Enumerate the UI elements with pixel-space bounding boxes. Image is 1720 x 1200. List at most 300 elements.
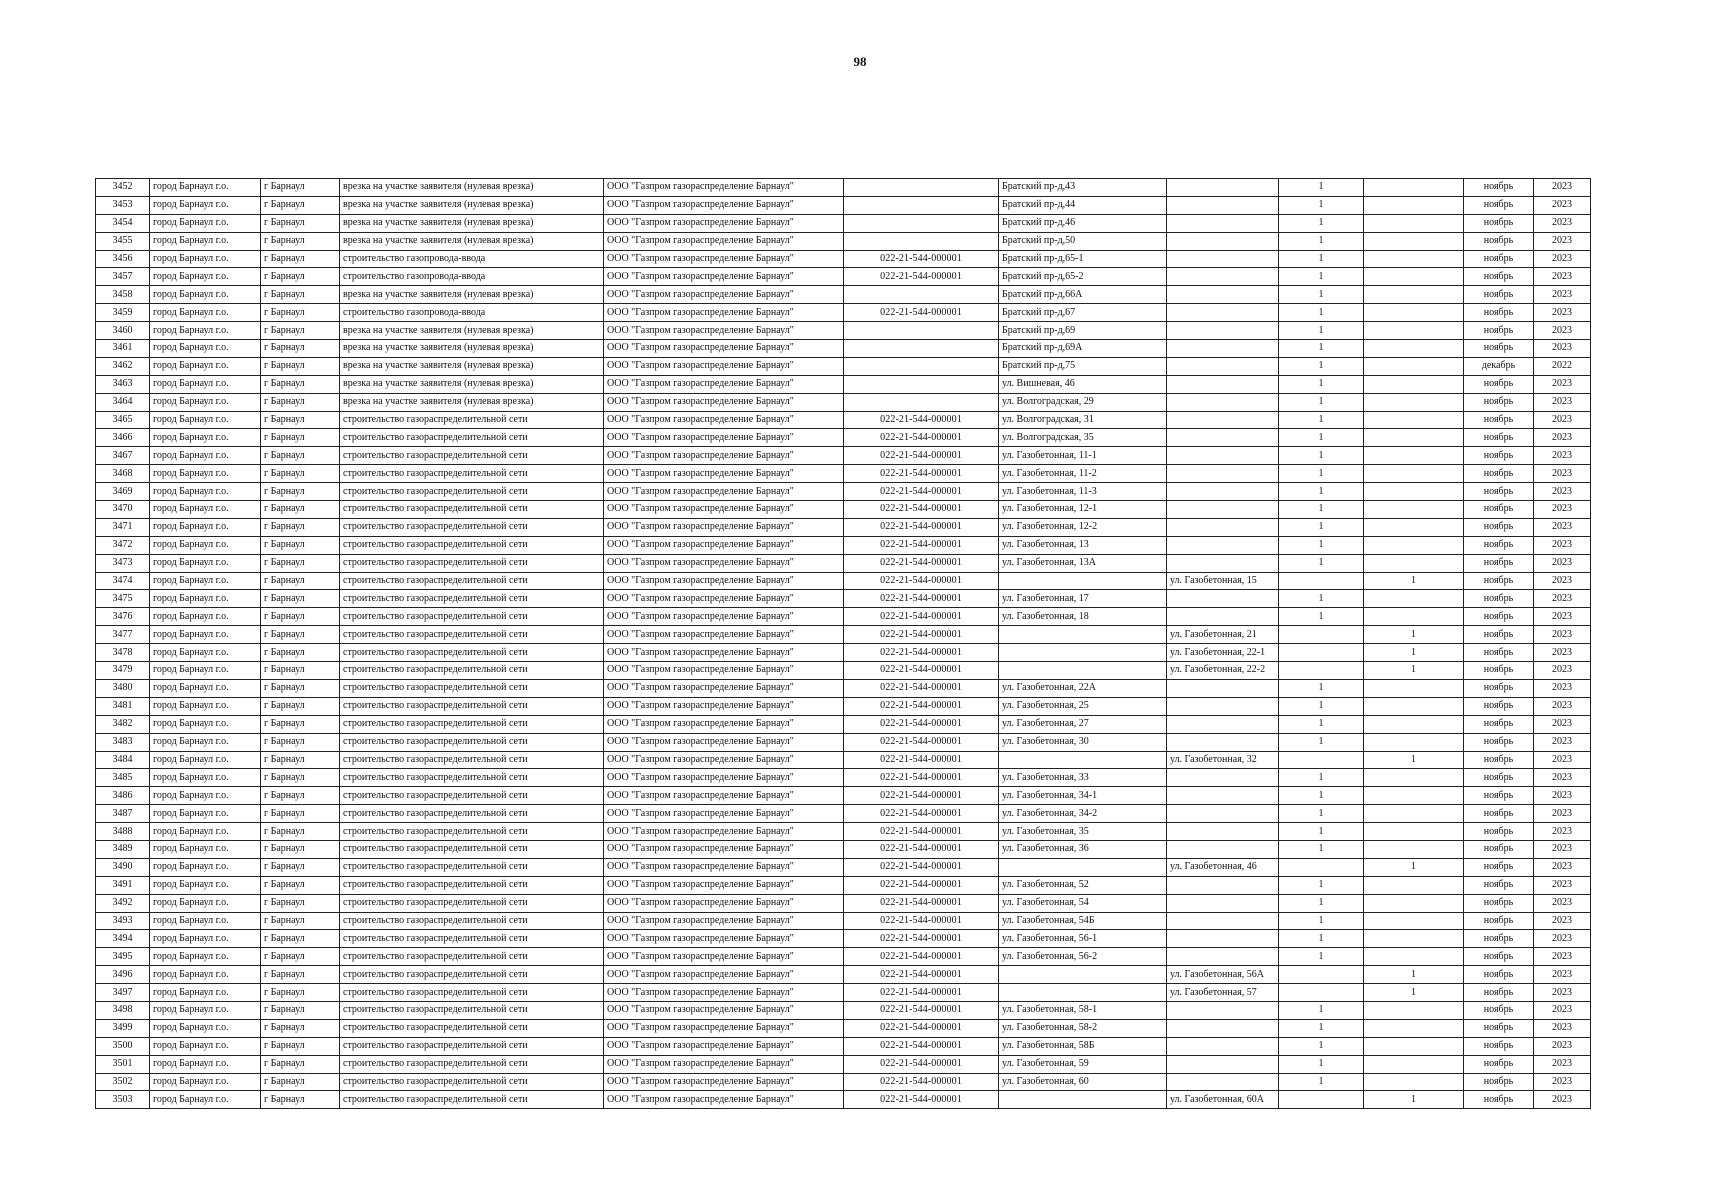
address-cell: ул. Газобетонная, 17 <box>999 590 1167 608</box>
pipeline-number-cell <box>844 393 999 411</box>
year-cell: 2023 <box>1534 644 1591 662</box>
settlement-cell: г Барнаул <box>261 340 340 358</box>
row-number-cell: 3470 <box>96 501 150 519</box>
address-cell: Братский пр-д,66А <box>999 286 1167 304</box>
organization-cell: ООО "Газпром газораспределение Барнаул" <box>604 590 844 608</box>
year-cell: 2023 <box>1534 1055 1591 1073</box>
year-cell: 2023 <box>1534 1001 1591 1019</box>
organization-cell: ООО "Газпром газораспределение Барнаул" <box>604 984 844 1002</box>
quantity-b-cell <box>1364 357 1464 375</box>
year-cell: 2023 <box>1534 930 1591 948</box>
settlement-cell: г Барнаул <box>261 626 340 644</box>
table-row <box>96 805 1591 823</box>
quantity-b-cell: 1 <box>1364 626 1464 644</box>
municipality-cell: город Барнаул г.о. <box>150 787 261 805</box>
pipeline-number-cell: 022-21-544-000001 <box>844 840 999 858</box>
row-number-cell: 3498 <box>96 1001 150 1019</box>
settlement-cell: г Барнаул <box>261 501 340 519</box>
address-cell: ул. Газобетонная, 34-1 <box>999 787 1167 805</box>
quantity-b-cell <box>1364 930 1464 948</box>
work-type-cell: строительство газораспределительной сети <box>340 769 604 787</box>
year-cell: 2023 <box>1534 340 1591 358</box>
month-cell: ноябрь <box>1464 250 1534 268</box>
quantity-a-cell: 1 <box>1279 787 1364 805</box>
settlement-cell: г Барнаул <box>261 572 340 590</box>
address-cell: ул. Газобетонная, 27 <box>999 715 1167 733</box>
address-cell: ул. Волгоградская, 29 <box>999 393 1167 411</box>
quantity-a-cell: 1 <box>1279 1037 1364 1055</box>
row-number-cell: 3453 <box>96 196 150 214</box>
pipeline-number-cell: 022-21-544-000001 <box>844 501 999 519</box>
alt-address-cell <box>1167 429 1279 447</box>
table-row <box>96 572 1591 590</box>
month-cell: ноябрь <box>1464 393 1534 411</box>
municipality-cell: город Барнаул г.о. <box>150 1055 261 1073</box>
settlement-cell: г Барнаул <box>261 250 340 268</box>
quantity-b-cell <box>1364 1055 1464 1073</box>
municipality-cell: город Барнаул г.о. <box>150 590 261 608</box>
month-cell: ноябрь <box>1464 823 1534 841</box>
organization-cell: ООО "Газпром газораспределение Барнаул" <box>604 966 844 984</box>
quantity-b-cell: 1 <box>1364 572 1464 590</box>
month-cell: ноябрь <box>1464 1019 1534 1037</box>
address-cell <box>999 572 1167 590</box>
quantity-b-cell <box>1364 697 1464 715</box>
quantity-b-cell <box>1364 322 1464 340</box>
municipality-cell: город Барнаул г.о. <box>150 554 261 572</box>
row-number-cell: 3487 <box>96 805 150 823</box>
pipeline-number-cell: 022-21-544-000001 <box>844 590 999 608</box>
quantity-b-cell <box>1364 465 1464 483</box>
row-number-cell: 3473 <box>96 554 150 572</box>
pipeline-number-cell: 022-21-544-000001 <box>844 715 999 733</box>
year-cell: 2023 <box>1534 840 1591 858</box>
settlement-cell: г Барнаул <box>261 823 340 841</box>
alt-address-cell <box>1167 554 1279 572</box>
pipeline-number-cell: 022-21-544-000001 <box>844 805 999 823</box>
month-cell: ноябрь <box>1464 536 1534 554</box>
row-number-cell: 3476 <box>96 608 150 626</box>
quantity-b-cell <box>1364 447 1464 465</box>
row-number-cell: 3496 <box>96 966 150 984</box>
organization-cell: ООО "Газпром газораспределение Барнаул" <box>604 232 844 250</box>
municipality-cell: город Барнаул г.о. <box>150 518 261 536</box>
table-row <box>96 930 1591 948</box>
quantity-b-cell <box>1364 483 1464 501</box>
alt-address-cell <box>1167 286 1279 304</box>
alt-address-cell: ул. Газобетонная, 32 <box>1167 751 1279 769</box>
month-cell: ноябрь <box>1464 769 1534 787</box>
address-cell: ул. Газобетонная, 36 <box>999 840 1167 858</box>
alt-address-cell <box>1167 179 1279 197</box>
municipality-cell: город Барнаул г.о. <box>150 966 261 984</box>
table-row <box>96 644 1591 662</box>
quantity-b-cell <box>1364 608 1464 626</box>
quantity-a-cell: 1 <box>1279 876 1364 894</box>
work-type-cell: строительство газораспределительной сети <box>340 501 604 519</box>
table-row <box>96 214 1591 232</box>
municipality-cell: город Барнаул г.о. <box>150 1019 261 1037</box>
work-type-cell: врезка на участке заявителя (нулевая врезка) <box>340 214 604 232</box>
municipality-cell: город Барнаул г.о. <box>150 644 261 662</box>
year-cell: 2023 <box>1534 501 1591 519</box>
quantity-a-cell: 1 <box>1279 554 1364 572</box>
month-cell: ноябрь <box>1464 1055 1534 1073</box>
row-number-cell: 3454 <box>96 214 150 232</box>
settlement-cell: г Барнаул <box>261 214 340 232</box>
municipality-cell: город Барнаул г.о. <box>150 340 261 358</box>
quantity-b-cell <box>1364 411 1464 429</box>
pipeline-number-cell <box>844 214 999 232</box>
quantity-a-cell: 1 <box>1279 483 1364 501</box>
registry-table <box>95 178 1591 1109</box>
row-number-cell: 3500 <box>96 1037 150 1055</box>
quantity-a-cell: 1 <box>1279 679 1364 697</box>
row-number-cell: 3452 <box>96 179 150 197</box>
month-cell: ноябрь <box>1464 733 1534 751</box>
address-cell: Братский пр-д,65-1 <box>999 250 1167 268</box>
settlement-cell: г Барнаул <box>261 554 340 572</box>
settlement-cell: г Барнаул <box>261 1091 340 1109</box>
municipality-cell: город Барнаул г.о. <box>150 733 261 751</box>
year-cell: 2023 <box>1534 232 1591 250</box>
pipeline-number-cell: 022-21-544-000001 <box>844 483 999 501</box>
month-cell: ноябрь <box>1464 411 1534 429</box>
quantity-a-cell: 1 <box>1279 447 1364 465</box>
month-cell: ноябрь <box>1464 662 1534 680</box>
quantity-a-cell <box>1279 966 1364 984</box>
organization-cell: ООО "Газпром газораспределение Барнаул" <box>604 912 844 930</box>
table-row <box>96 447 1591 465</box>
month-cell: декабрь <box>1464 357 1534 375</box>
row-number-cell: 3471 <box>96 518 150 536</box>
address-cell: ул. Газобетонная, 11-1 <box>999 447 1167 465</box>
quantity-a-cell <box>1279 751 1364 769</box>
settlement-cell: г Барнаул <box>261 805 340 823</box>
alt-address-cell <box>1167 876 1279 894</box>
table-row <box>96 858 1591 876</box>
quantity-b-cell <box>1364 769 1464 787</box>
month-cell: ноябрь <box>1464 858 1534 876</box>
address-cell: ул. Газобетонная, 58Б <box>999 1037 1167 1055</box>
row-number-cell: 3497 <box>96 984 150 1002</box>
pipeline-number-cell: 022-21-544-000001 <box>844 912 999 930</box>
pipeline-number-cell <box>844 322 999 340</box>
row-number-cell: 3468 <box>96 465 150 483</box>
month-cell: ноябрь <box>1464 644 1534 662</box>
address-cell <box>999 626 1167 644</box>
pipeline-number-cell: 022-21-544-000001 <box>844 787 999 805</box>
work-type-cell: строительство газораспределительной сети <box>340 823 604 841</box>
table-row <box>96 894 1591 912</box>
alt-address-cell <box>1167 393 1279 411</box>
organization-cell: ООО "Газпром газораспределение Барнаул" <box>604 840 844 858</box>
table-row <box>96 232 1591 250</box>
municipality-cell: город Барнаул г.о. <box>150 1037 261 1055</box>
address-cell: ул. Волгоградская, 35 <box>999 429 1167 447</box>
page-number: 98 <box>853 54 867 69</box>
month-cell: ноябрь <box>1464 697 1534 715</box>
settlement-cell: г Барнаул <box>261 876 340 894</box>
quantity-b-cell <box>1364 518 1464 536</box>
work-type-cell: строительство газораспределительной сети <box>340 1055 604 1073</box>
organization-cell: ООО "Газпром газораспределение Барнаул" <box>604 787 844 805</box>
pipeline-number-cell: 022-21-544-000001 <box>844 518 999 536</box>
table-row <box>96 322 1591 340</box>
work-type-cell: строительство газораспределительной сети <box>340 1091 604 1109</box>
year-cell: 2023 <box>1534 715 1591 733</box>
settlement-cell: г Барнаул <box>261 590 340 608</box>
table-row <box>96 733 1591 751</box>
pipeline-number-cell: 022-21-544-000001 <box>844 304 999 322</box>
address-cell: ул. Газобетонная, 12-1 <box>999 501 1167 519</box>
alt-address-cell <box>1167 268 1279 286</box>
work-type-cell: строительство газопровода-ввода <box>340 250 604 268</box>
table-row <box>96 465 1591 483</box>
alt-address-cell <box>1167 322 1279 340</box>
organization-cell: ООО "Газпром газораспределение Барнаул" <box>604 626 844 644</box>
quantity-a-cell: 1 <box>1279 840 1364 858</box>
settlement-cell: г Барнаул <box>261 393 340 411</box>
address-cell: ул. Газобетонная, 56-2 <box>999 948 1167 966</box>
row-number-cell: 3490 <box>96 858 150 876</box>
month-cell: ноябрь <box>1464 518 1534 536</box>
address-cell: ул. Газобетонная, 52 <box>999 876 1167 894</box>
work-type-cell: строительство газораспределительной сети <box>340 948 604 966</box>
organization-cell: ООО "Газпром газораспределение Барнаул" <box>604 805 844 823</box>
work-type-cell: строительство газораспределительной сети <box>340 590 604 608</box>
pipeline-number-cell: 022-21-544-000001 <box>844 1091 999 1109</box>
quantity-a-cell: 1 <box>1279 1001 1364 1019</box>
row-number-cell: 3494 <box>96 930 150 948</box>
quantity-b-cell <box>1364 876 1464 894</box>
address-cell: ул. Газобетонная, 22А <box>999 679 1167 697</box>
quantity-b-cell <box>1364 894 1464 912</box>
quantity-a-cell: 1 <box>1279 912 1364 930</box>
table-row <box>96 984 1591 1002</box>
row-number-cell: 3466 <box>96 429 150 447</box>
address-cell <box>999 984 1167 1002</box>
settlement-cell: г Барнаул <box>261 232 340 250</box>
organization-cell: ООО "Газпром газораспределение Барнаул" <box>604 304 844 322</box>
month-cell: ноябрь <box>1464 447 1534 465</box>
municipality-cell: город Барнаул г.о. <box>150 214 261 232</box>
pipeline-number-cell: 022-21-544-000001 <box>844 876 999 894</box>
row-number-cell: 3455 <box>96 232 150 250</box>
organization-cell: ООО "Газпром газораспределение Барнаул" <box>604 357 844 375</box>
work-type-cell: строительство газораспределительной сети <box>340 554 604 572</box>
pipeline-number-cell <box>844 357 999 375</box>
work-type-cell: строительство газораспределительной сети <box>340 894 604 912</box>
row-number-cell: 3478 <box>96 644 150 662</box>
row-number-cell: 3489 <box>96 840 150 858</box>
month-cell: ноябрь <box>1464 608 1534 626</box>
month-cell: ноябрь <box>1464 930 1534 948</box>
organization-cell: ООО "Газпром газораспределение Барнаул" <box>604 375 844 393</box>
work-type-cell: строительство газопровода-ввода <box>340 268 604 286</box>
organization-cell: ООО "Газпром газораспределение Барнаул" <box>604 340 844 358</box>
municipality-cell: город Барнаул г.о. <box>150 196 261 214</box>
municipality-cell: город Барнаул г.о. <box>150 465 261 483</box>
work-type-cell: врезка на участке заявителя (нулевая врезка) <box>340 286 604 304</box>
organization-cell: ООО "Газпром газораспределение Барнаул" <box>604 411 844 429</box>
alt-address-cell <box>1167 948 1279 966</box>
quantity-b-cell <box>1364 554 1464 572</box>
table-row <box>96 1001 1591 1019</box>
alt-address-cell <box>1167 733 1279 751</box>
pipeline-number-cell: 022-21-544-000001 <box>844 930 999 948</box>
settlement-cell: г Барнаул <box>261 1019 340 1037</box>
work-type-cell: строительство газораспределительной сети <box>340 787 604 805</box>
settlement-cell: г Барнаул <box>261 751 340 769</box>
year-cell: 2023 <box>1534 662 1591 680</box>
year-cell: 2023 <box>1534 304 1591 322</box>
quantity-b-cell <box>1364 823 1464 841</box>
quantity-a-cell: 1 <box>1279 501 1364 519</box>
municipality-cell: город Барнаул г.о. <box>150 751 261 769</box>
address-cell: Братский пр-д,50 <box>999 232 1167 250</box>
work-type-cell: строительство газораспределительной сети <box>340 429 604 447</box>
work-type-cell: строительство газораспределительной сети <box>340 930 604 948</box>
table-row <box>96 608 1591 626</box>
municipality-cell: город Барнаул г.о. <box>150 357 261 375</box>
year-cell: 2023 <box>1534 823 1591 841</box>
quantity-a-cell: 1 <box>1279 608 1364 626</box>
quantity-a-cell <box>1279 644 1364 662</box>
year-cell: 2023 <box>1534 268 1591 286</box>
pipeline-number-cell <box>844 179 999 197</box>
year-cell: 2023 <box>1534 536 1591 554</box>
row-number-cell: 3486 <box>96 787 150 805</box>
settlement-cell: г Барнаул <box>261 1037 340 1055</box>
row-number-cell: 3479 <box>96 662 150 680</box>
municipality-cell: город Барнаул г.о. <box>150 679 261 697</box>
row-number-cell: 3458 <box>96 286 150 304</box>
row-number-cell: 3481 <box>96 697 150 715</box>
municipality-cell: город Барнаул г.о. <box>150 876 261 894</box>
alt-address-cell <box>1167 501 1279 519</box>
organization-cell: ООО "Газпром газораспределение Барнаул" <box>604 876 844 894</box>
pipeline-number-cell <box>844 286 999 304</box>
address-cell: Братский пр-д,67 <box>999 304 1167 322</box>
year-cell: 2023 <box>1534 1037 1591 1055</box>
quantity-a-cell: 1 <box>1279 196 1364 214</box>
address-cell <box>999 1091 1167 1109</box>
year-cell: 2022 <box>1534 357 1591 375</box>
address-cell <box>999 858 1167 876</box>
row-number-cell: 3499 <box>96 1019 150 1037</box>
year-cell: 2023 <box>1534 894 1591 912</box>
quantity-b-cell <box>1364 214 1464 232</box>
address-cell <box>999 644 1167 662</box>
row-number-cell: 3460 <box>96 322 150 340</box>
alt-address-cell <box>1167 894 1279 912</box>
row-number-cell: 3475 <box>96 590 150 608</box>
quantity-b-cell: 1 <box>1364 1091 1464 1109</box>
address-cell: ул. Газобетонная, 12-2 <box>999 518 1167 536</box>
municipality-cell: город Барнаул г.о. <box>150 769 261 787</box>
table-row <box>96 357 1591 375</box>
pipeline-number-cell: 022-21-544-000001 <box>844 1001 999 1019</box>
settlement-cell: г Барнаул <box>261 357 340 375</box>
quantity-b-cell <box>1364 948 1464 966</box>
month-cell: ноябрь <box>1464 715 1534 733</box>
table-row <box>96 626 1591 644</box>
pipeline-number-cell: 022-21-544-000001 <box>844 823 999 841</box>
address-cell: ул. Газобетонная, 54 <box>999 894 1167 912</box>
organization-cell: ООО "Газпром газораспределение Барнаул" <box>604 268 844 286</box>
month-cell: ноябрь <box>1464 679 1534 697</box>
month-cell: ноябрь <box>1464 268 1534 286</box>
municipality-cell: город Барнаул г.о. <box>150 304 261 322</box>
row-number-cell: 3492 <box>96 894 150 912</box>
quantity-b-cell: 1 <box>1364 966 1464 984</box>
address-cell: ул. Газобетонная, 56-1 <box>999 930 1167 948</box>
row-number-cell: 3474 <box>96 572 150 590</box>
work-type-cell: врезка на участке заявителя (нулевая врезка) <box>340 322 604 340</box>
table-row <box>96 1019 1591 1037</box>
quantity-a-cell: 1 <box>1279 948 1364 966</box>
table-row <box>96 250 1591 268</box>
row-number-cell: 3456 <box>96 250 150 268</box>
work-type-cell: строительство газораспределительной сети <box>340 733 604 751</box>
work-type-cell: строительство газопровода-ввода <box>340 304 604 322</box>
alt-address-cell <box>1167 1019 1279 1037</box>
quantity-a-cell <box>1279 1091 1364 1109</box>
work-type-cell: строительство газораспределительной сети <box>340 840 604 858</box>
settlement-cell: г Барнаул <box>261 304 340 322</box>
work-type-cell: врезка на участке заявителя (нулевая врезка) <box>340 179 604 197</box>
settlement-cell: г Барнаул <box>261 787 340 805</box>
municipality-cell: город Барнаул г.о. <box>150 823 261 841</box>
table-row <box>96 876 1591 894</box>
table-row <box>96 501 1591 519</box>
month-cell: ноябрь <box>1464 984 1534 1002</box>
pipeline-number-cell: 022-21-544-000001 <box>844 769 999 787</box>
municipality-cell: город Барнаул г.о. <box>150 232 261 250</box>
quantity-b-cell <box>1364 590 1464 608</box>
quantity-a-cell <box>1279 662 1364 680</box>
table-row <box>96 679 1591 697</box>
work-type-cell: врезка на участке заявителя (нулевая врезка) <box>340 196 604 214</box>
registry-table-body <box>96 179 1591 1109</box>
municipality-cell: город Барнаул г.о. <box>150 429 261 447</box>
alt-address-cell <box>1167 715 1279 733</box>
row-number-cell: 3462 <box>96 357 150 375</box>
alt-address-cell: ул. Газобетонная, 46 <box>1167 858 1279 876</box>
pipeline-number-cell: 022-21-544-000001 <box>844 644 999 662</box>
row-number-cell: 3465 <box>96 411 150 429</box>
address-cell: Братский пр-д,69 <box>999 322 1167 340</box>
quantity-b-cell <box>1364 286 1464 304</box>
organization-cell: ООО "Газпром газораспределение Барнаул" <box>604 447 844 465</box>
year-cell: 2023 <box>1534 787 1591 805</box>
address-cell: Братский пр-д,44 <box>999 196 1167 214</box>
year-cell: 2023 <box>1534 608 1591 626</box>
month-cell: ноябрь <box>1464 948 1534 966</box>
settlement-cell: г Барнаул <box>261 179 340 197</box>
municipality-cell: город Барнаул г.о. <box>150 1091 261 1109</box>
municipality-cell: город Барнаул г.о. <box>150 286 261 304</box>
quantity-a-cell <box>1279 572 1364 590</box>
year-cell: 2023 <box>1534 697 1591 715</box>
work-type-cell: строительство газораспределительной сети <box>340 608 604 626</box>
pipeline-number-cell: 022-21-544-000001 <box>844 554 999 572</box>
work-type-cell: строительство газораспределительной сети <box>340 697 604 715</box>
quantity-b-cell <box>1364 912 1464 930</box>
year-cell: 2023 <box>1534 322 1591 340</box>
alt-address-cell <box>1167 447 1279 465</box>
